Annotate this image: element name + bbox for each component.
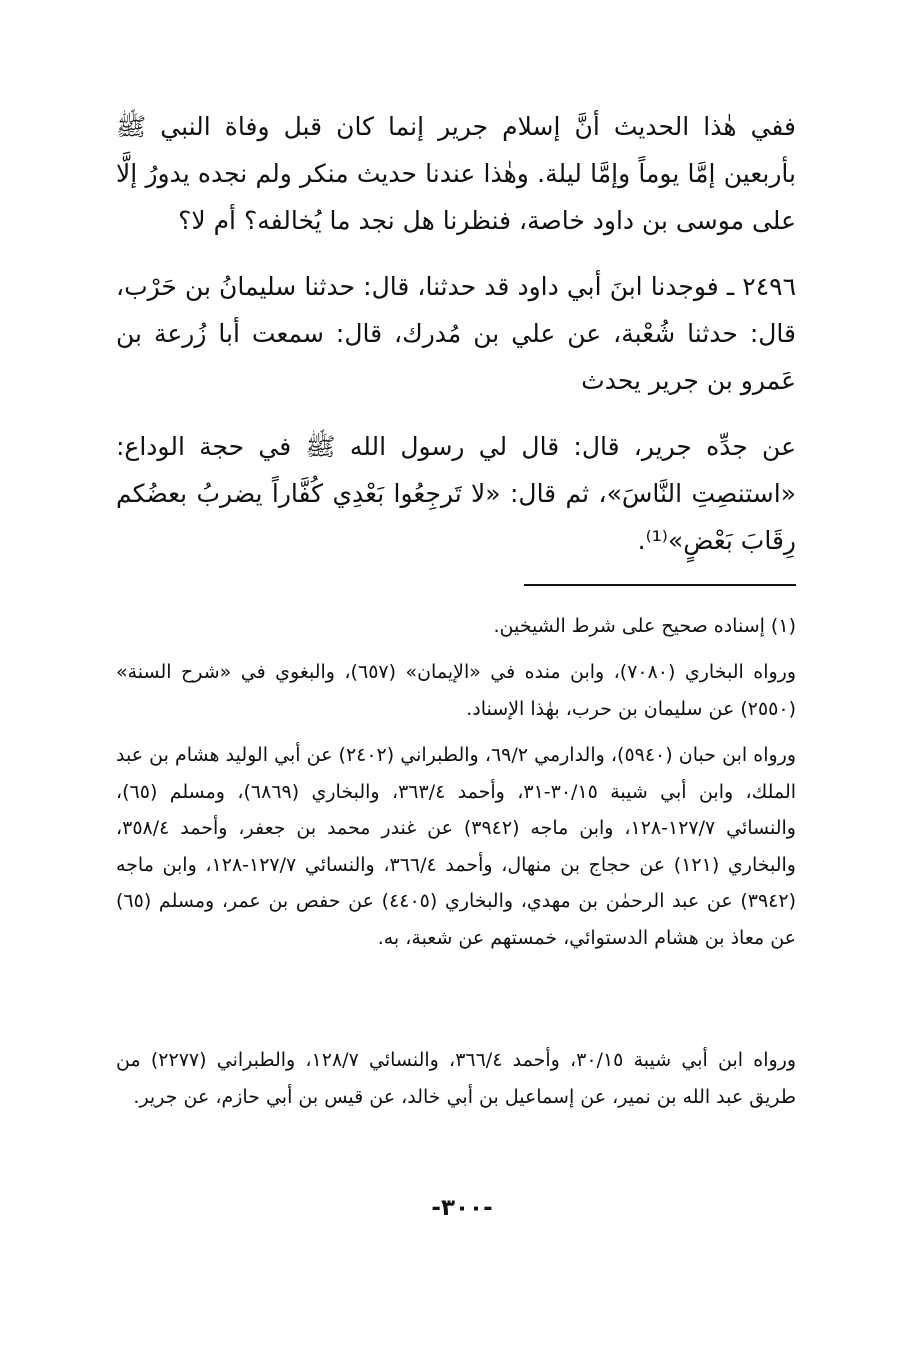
body-paragraph-3	[116, 423, 796, 564]
footnote-text: ورواه ابن أبي شيبة ٣٠/١٥، وأحمد ٣٦٦/٤، والنسائي ١٢٨/٧، والطبراني (٢٢٧٧) من طريق عبد الله بن نمير، عن إسماعيل بن أبي خالد، عن قيس بن أبي حازم، عن جرير.	[116, 1049, 796, 1108]
footnote-4	[116, 1042, 796, 1115]
footnote-3	[116, 737, 796, 956]
body-paragraph-2	[116, 263, 796, 404]
paragraph-text: ففي هٰذا الحديث أنَّ إسلام جرير إنما كان قبل وفاة النبي ﷺ بأربعين إمَّا يوماً وإمَّا ليلة. وهٰذا عندنا حديث منكر ولم نجده يدورُ إلَّا على موسى بن داود خاصة، فنظرنا هل نجد ما يُخالفه؟ أم لا؟	[116, 112, 796, 235]
footnote-2	[116, 654, 796, 727]
footnote-text: ورواه البخاري (٧٠٨٠)، وابن منده في «الإيمان» (٦٥٧)، والبغوي في «شرح السنة» (٢٥٥٠) عن سليمان بن حرب، بهٰذا الإسناد.	[116, 661, 797, 720]
paragraph-text: عن جدِّه جرير، قال: قال لي رسول الله ﷺ في حجة الوداع: «استنصِتِ النَّاسَ»، ثم قال: «لا تَرجِعُوا بَعْدِي كُفَّاراً يضربُ بعضُكم رِقَابَ بَعْضٍ»⁽¹⁾.	[116, 432, 796, 555]
footnote-text: ورواه ابن حبان (٥٩٤٠)، والدارمي ٦٩/٢، والطبراني (٢٤٠٢) عن أبي الوليد هشام بن عبد الملك، وابن أبي شيبة ٣٠/١٥-٣١، وأحمد ٣٦٣/٤، والبخاري (٦٨٦٩)، ومسلم (٦٥)، والنسائي ١٢٧/٧-١٢٨، وابن ماجه (٣٩٤٢) عن غندر محمد بن جعفر، وأحمد ٣٥٨/٤، والبخاري (١٢١) عن حجاج بن منهال، وأحمد ٣٦٦/٤، والنسائي ١٢٧/٧-١٢٨، وابن ماجه (٣٩٤٢) عن عبد الرحمٰن بن مهدي، والبخاري (٤٤٠٥) عن حفص بن عمر، ومسلم (٦٥) عن معاذ بن هشام الدستوائي، خمستهم عن شعبة، به.	[116, 744, 797, 949]
footnote-1	[116, 608, 796, 645]
footnote-separator	[524, 584, 796, 586]
body-paragraph-1	[116, 103, 796, 244]
footnote-text: (١) إسناده صحيح على شرط الشيخين.	[493, 615, 796, 637]
page-number: -٣٠٠-	[431, 1195, 493, 1221]
paragraph-text: ٢٤٩٦ ـ فوجدنا ابنَ أبي داود قد حدثنا، قال: حدثنا سليمانُ بن حَرْب، قال: حدثنا شُعْبة، عن علي بن مُدرك، قال: سمعت أبا زُرعة بن عَمرو بن جرير يحدث	[116, 272, 796, 395]
